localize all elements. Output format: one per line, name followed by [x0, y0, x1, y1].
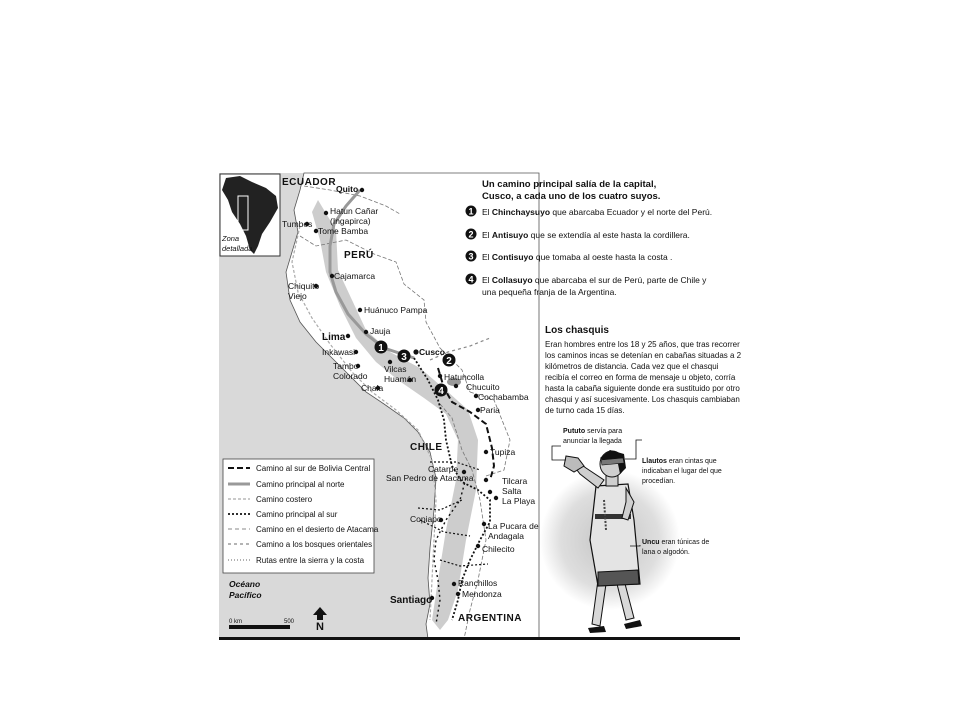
city-cajamarca: Cajamarca	[334, 271, 376, 281]
svg-text:Camino costero: Camino costero	[256, 495, 313, 504]
svg-text:Rutas entre la sierra y la cos: Rutas entre la sierra y la costa	[256, 556, 365, 565]
country-peru: PERÚ	[344, 250, 374, 261]
city-cochabamba: Cochabamba	[478, 392, 529, 402]
svg-text:Camino principal al norte: Camino principal al norte	[256, 480, 345, 489]
svg-text:4: 4	[468, 274, 474, 285]
svg-text:El Antisuyo que se extendía al: El Antisuyo que se extendía al este hasta la cordillera.	[482, 230, 690, 240]
bottom-rule	[219, 637, 740, 640]
country-argentina: ARGENTINA	[458, 613, 522, 624]
suyo-item-1	[466, 206, 713, 218]
suyo-item-2	[466, 229, 690, 241]
callout-pututo	[563, 428, 622, 445]
svg-text:lana o algodón.: lana o algodón.	[642, 549, 690, 556]
city-ingapirca: (Ingapirca)	[330, 216, 371, 226]
svg-text:3: 3	[401, 352, 407, 363]
city-ranchillos: Ranchillos	[458, 578, 498, 588]
city-chilecito: Chilecito	[482, 544, 515, 554]
chasquis-line: hasta la cabaña siguiente donde era sustituido por otro	[545, 384, 740, 393]
ocean-label-2: Pacífico	[229, 590, 262, 600]
svg-text:1: 1	[378, 343, 384, 354]
svg-text:2: 2	[446, 356, 452, 367]
city-huanuco: Huánuco Pampa	[364, 305, 428, 315]
svg-text:Camino principal al sur: Camino principal al sur	[256, 510, 338, 519]
svg-text:anunciar la llegada: anunciar la llegada	[563, 438, 622, 445]
country-chile: CHILE	[410, 442, 443, 453]
svg-text:4: 4	[438, 386, 444, 397]
city-lima: Lima	[322, 332, 346, 343]
city-hatuncolla: Hatuncolla	[444, 372, 485, 382]
city-copiapo: Copiapo	[410, 514, 442, 524]
svg-text:1: 1	[468, 206, 474, 217]
city-tilcara: Tilcara	[502, 476, 528, 486]
country-ecuador: ECUADOR	[282, 177, 337, 188]
svg-text:N: N	[316, 621, 324, 633]
intro-line-1: Un camino principal salía de la capital,	[482, 179, 657, 190]
svg-text:2: 2	[468, 229, 474, 240]
svg-text:El Collasuyo que abarcaba el s: El Collasuyo que abarcaba el sur de Perú, parte de Chile y	[482, 275, 707, 285]
city-san-pedro: San Pedro de Atacama	[386, 473, 474, 483]
city-inkawasi: Inkawasi	[322, 347, 356, 357]
city-vilcas: Vilcas	[384, 364, 407, 374]
svg-text:Uncu eran túnicas de: Uncu eran túnicas de	[642, 539, 710, 546]
chasquis-title: Los chasquis	[545, 325, 609, 336]
chasquis-line: chasqui y así sucesivamente. Los chasquis cambiaban	[545, 395, 740, 404]
callout-llautos	[642, 458, 722, 485]
svg-text:0 km: 0 km	[229, 619, 243, 625]
city-paria: Paria	[480, 405, 500, 415]
city-hatun-canar: Hatun Cañar	[330, 206, 379, 216]
city-la-playa: La Playa	[502, 496, 536, 506]
svg-text:procedían.: procedían.	[642, 478, 676, 485]
suyo-item-3	[466, 251, 673, 263]
city-tupiza: Tupiza	[490, 447, 516, 457]
legend	[223, 459, 379, 573]
city-tambo: Tambo	[333, 361, 359, 371]
svg-text:3: 3	[468, 251, 474, 262]
svg-text:Camino en el desierto de Ataca: Camino en el desierto de Atacama	[256, 525, 379, 534]
chasquis-line: de turno cada 15 días.	[545, 406, 625, 415]
city-huaman: Huamán	[384, 374, 417, 384]
inset-label-detallada: detallada	[222, 244, 253, 253]
city-salta: Salta	[502, 486, 522, 496]
chasquis-line: los caminos incas se detenían en cabañas situadas a 2	[545, 351, 742, 360]
city-colorado: Colorado	[333, 371, 368, 381]
city-chiquito: Chiquito	[288, 281, 320, 291]
svg-text:Camino a los bosques orientale: Camino a los bosques orientales	[256, 540, 373, 549]
city-chala: Chala	[361, 383, 384, 393]
city-cusco: Cusco	[419, 347, 445, 357]
city-tumbes: Tumbes	[282, 219, 313, 229]
city-tome-bamba: Tome Bamba	[318, 226, 369, 236]
chasquis-line: Eran hombres entre los 18 y 25 años, que tras recorrer	[545, 340, 740, 349]
svg-text:Camino al sur de Bolivia Centr: Camino al sur de Bolivia Central	[256, 464, 371, 473]
inset-map	[220, 174, 280, 256]
city-jauja: Jauja	[370, 326, 391, 336]
city-andagala: Andagala	[488, 531, 524, 541]
city-viejo: Viejo	[288, 291, 307, 301]
svg-text:500: 500	[284, 619, 295, 625]
city-catarpe: Catarpe	[428, 464, 459, 474]
city-chucuito: Chucuito	[466, 382, 500, 392]
chasquis-line: recibía el correo en forma de mensaje u objeto, corría	[545, 373, 736, 382]
chasquis-section	[545, 325, 742, 415]
svg-text:Llautos eran cintas que: Llautos eran cintas que	[642, 458, 717, 465]
svg-text:El Chinchaysuyo que abarcaba E: El Chinchaysuyo que abarcaba Ecuador y el norte del Perú.	[482, 207, 713, 217]
inset-label-zona: Zona	[222, 234, 240, 243]
city-la-pucara: La Pucara de	[488, 521, 539, 531]
svg-text:una pequeña franja de la Argen: una pequeña franja de la Argentina.	[482, 287, 617, 297]
city-santiago: Santiago	[390, 595, 433, 606]
intro-line-2: Cusco, a cada uno de los cuatro suyos.	[482, 191, 661, 202]
city-mendonza: Mendonza	[462, 589, 502, 599]
city-quito: Quito	[336, 184, 359, 194]
svg-text:Pututo servía para: Pututo servía para	[563, 428, 623, 435]
svg-text:indicaban el lugar del que: indicaban el lugar del que	[642, 468, 722, 475]
svg-text:El Contisuyo que tomaba al oes: El Contisuyo que tomaba al oeste hasta la costa .	[482, 252, 673, 262]
map-panel	[219, 173, 539, 639]
chasquis-line: kilómetros de distancia. Cada vez que el chasqui	[545, 362, 719, 371]
ocean-label-1: Océano	[229, 579, 261, 589]
